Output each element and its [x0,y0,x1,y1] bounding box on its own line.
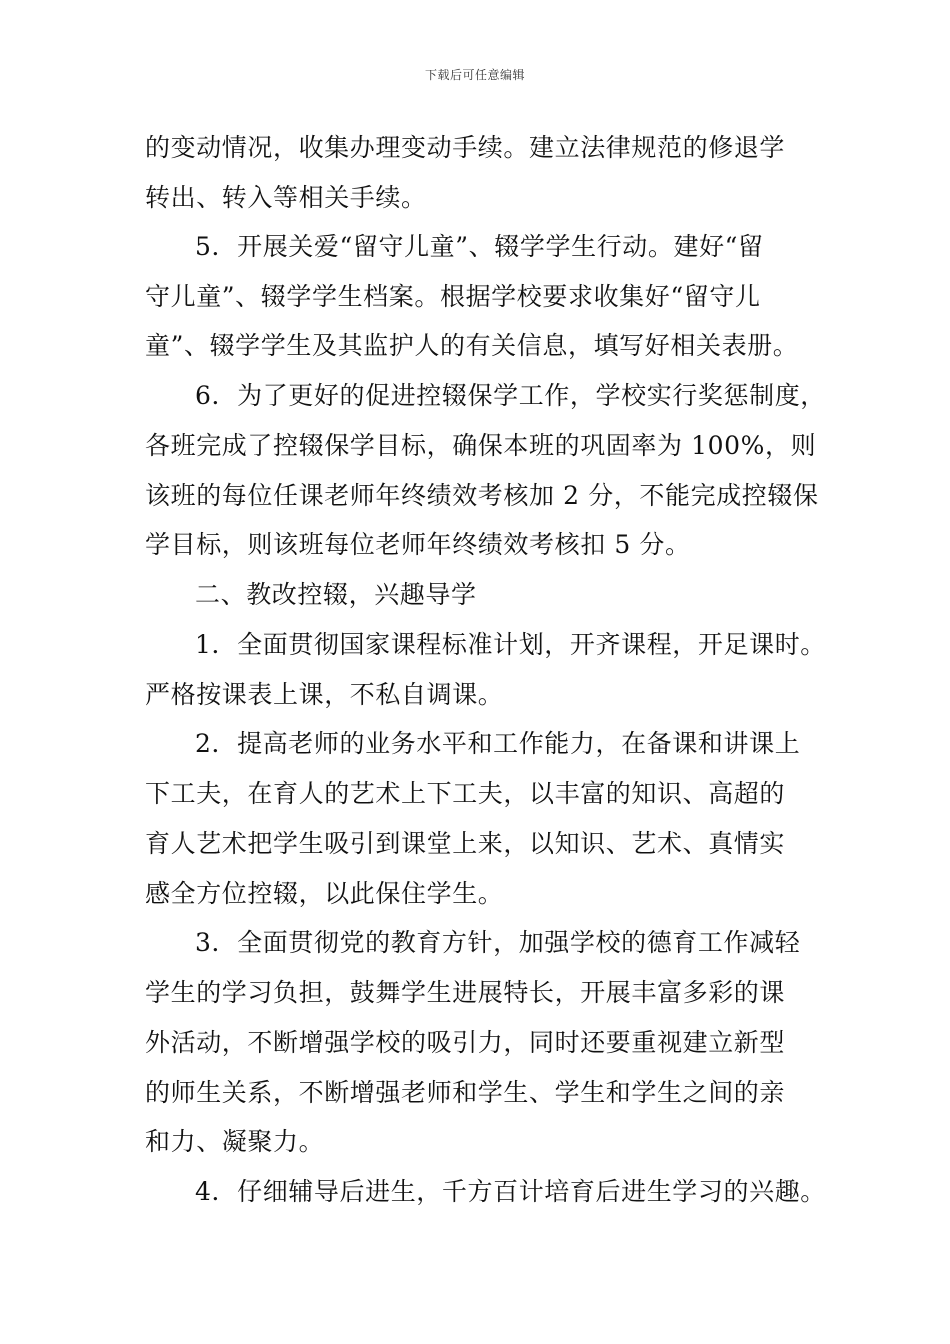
text-line-4: 守儿童”、辍学学生档案。根据学校要求收集好“留守儿 [145,282,761,311]
text-line-8: 该班的每位任课老师年终绩效考核加 2 分，不能完成控辍保 [145,481,819,510]
text-line-5: 童”、辍学学生及其监护人的有关信息，填写好相关表册。 [145,331,799,360]
text-line-21: 和力、凝聚力。 [145,1127,325,1156]
text-line-6: 6．为了更好的促进控辍保学工作，学校实行奖惩制度， [195,381,826,410]
text-line-2: 转出、转入等相关手续。 [145,183,427,212]
text-line-11: 1．全面贯彻国家课程标准计划，开齐课程，开足课时。 [195,630,826,659]
text-line-14: 下工夫，在育人的艺术上下工夫，以丰富的知识、高超的 [145,779,786,808]
text-line-20: 的师生关系，不断增强老师和学生、学生和学生之间的亲 [145,1078,786,1107]
text-line-12: 严格按课表上课，不私自调课。 [145,680,504,709]
text-line-7: 各班完成了控辍保学目标，确保本班的巩固率为 100%，则 [145,431,817,460]
text-line-19: 外活动，不断增强学校的吸引力，同时还要重视建立新型 [145,1028,786,1057]
text-line-16: 感全方位控辍，以此保住学生。 [145,879,504,908]
text-line-9: 学目标，则该班每位老师年终绩效考核扣 5 分。 [145,530,691,559]
section-heading: 二、教改控辍，兴趣导学 [195,580,477,609]
text-line-1: 的变动情况，收集办理变动手续。建立法律规范的修退学 [145,133,786,162]
text-line-22: 4．仔细辅导后进生，千方百计培育后进生学习的兴趣。 [195,1177,826,1206]
text-line-17: 3．全面贯彻党的教育方针，加强学校的德育工作减轻 [195,928,801,957]
page-header-note: 下载后可任意编辑 [424,68,525,82]
text-line-13: 2．提高老师的业务水平和工作能力，在备课和讲课上 [195,729,801,758]
text-line-15: 育人艺术把学生吸引到课堂上来，以知识、艺术、真情实 [145,829,786,858]
text-line-3: 5．开展关爱“留守儿童”、辍学学生行动。建好“留 [195,232,764,261]
text-line-18: 学生的学习负担，鼓舞学生进展特长，开展丰富多彩的课 [145,978,786,1007]
